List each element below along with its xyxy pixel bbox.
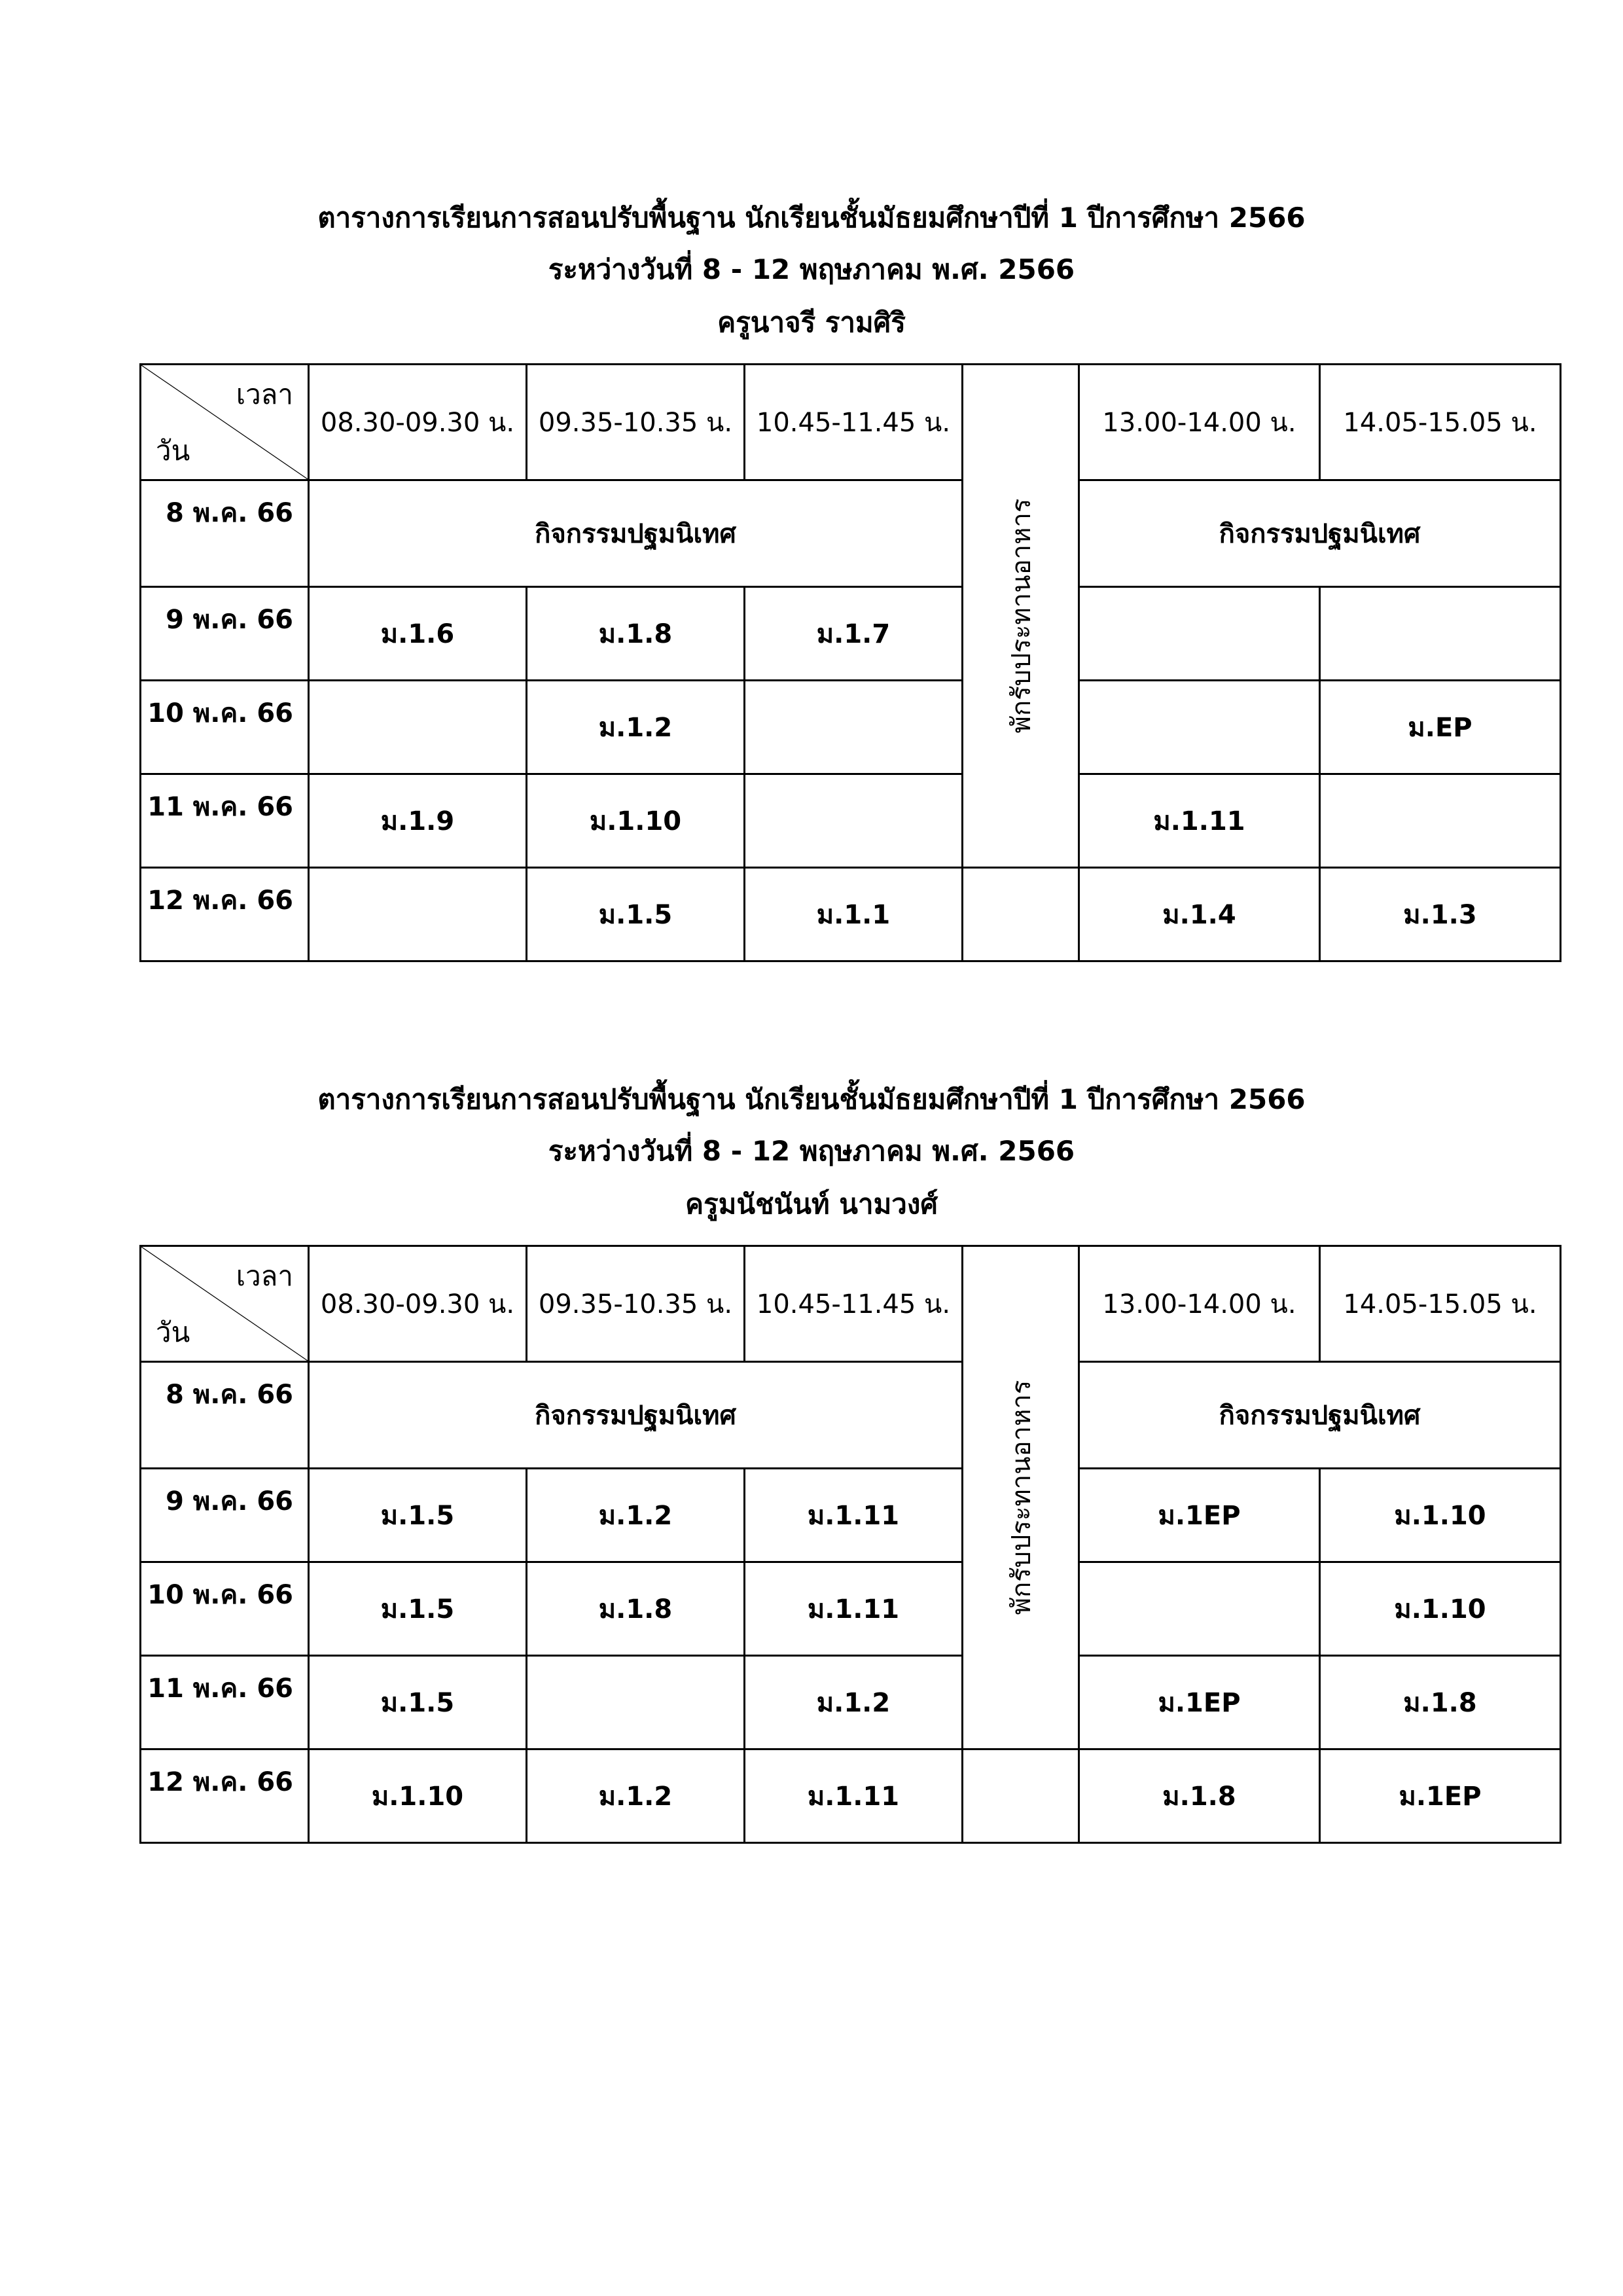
class-cell xyxy=(745,681,963,774)
class-cell: ม.1.8 xyxy=(1320,1656,1561,1749)
schedule-date-range: ระหว่างวันที่ 8 - 12 พฤษภาคม พ.ศ. 2566 xyxy=(548,1135,1075,1167)
day-axis-label: วัน xyxy=(156,435,190,467)
table-row xyxy=(141,774,1561,868)
empty-lunch-cell xyxy=(963,1749,1079,1843)
class-cell xyxy=(1079,1562,1320,1656)
day-cell: 12 พ.ค. 66 xyxy=(141,1749,309,1843)
class-cell: ม.1.2 xyxy=(745,1656,963,1749)
day-cell: 11 พ.ค. 66 xyxy=(141,774,309,868)
teacher-name: ครูมนัชนันท์ นามวงศ์ xyxy=(685,1188,938,1220)
class-cell xyxy=(1079,587,1320,681)
lunch-break-cell xyxy=(963,365,1079,868)
time-slot-header: 14.05-15.05 น. xyxy=(1320,1246,1561,1362)
class-cell xyxy=(309,681,527,774)
class-cell: ม.1.5 xyxy=(309,1656,527,1749)
class-cell xyxy=(1079,681,1320,774)
class-cell: ม.1EP xyxy=(1320,1749,1561,1843)
orientation-afternoon-cell: กิจกรรมปฐมนิเทศ xyxy=(1079,1362,1561,1469)
class-cell xyxy=(1320,587,1561,681)
class-cell: ม.1EP xyxy=(1079,1469,1320,1562)
orientation-morning-cell: กิจกรรมปฐมนิเทศ xyxy=(309,1362,963,1469)
schedule-table xyxy=(139,1245,1561,1844)
table-row xyxy=(141,1656,1561,1749)
class-cell: ม.EP xyxy=(1320,681,1561,774)
empty-lunch-cell xyxy=(963,868,1079,961)
day-axis-label: วัน xyxy=(156,1316,190,1348)
class-cell: ม.1.2 xyxy=(527,681,745,774)
class-cell: ม.1.4 xyxy=(1079,868,1320,961)
class-cell: ม.1.8 xyxy=(527,587,745,681)
class-cell: ม.1.10 xyxy=(1320,1469,1561,1562)
teacher-name: ครูนาจรี รามศิริ xyxy=(717,306,906,338)
class-cell xyxy=(745,774,963,868)
time-slot-header: 09.35-10.35 น. xyxy=(527,1246,745,1362)
class-cell: ม.1.11 xyxy=(745,1562,963,1656)
schedule-title: ตารางการเรียนการสอนปรับพื้นฐาน นักเรียนชั้นมัธยมศึกษาปีที่ 1 ปีการศึกษา 2566 xyxy=(317,1083,1306,1115)
class-cell: ม.1.11 xyxy=(745,1469,963,1562)
schedule-title: ตารางการเรียนการสอนปรับพื้นฐาน นักเรียนชั้นมัธยมศึกษาปีที่ 1 ปีการศึกษา 2566 xyxy=(317,202,1306,234)
class-cell: ม.1.6 xyxy=(309,587,527,681)
class-cell: ม.1.7 xyxy=(745,587,963,681)
schedule-table xyxy=(139,363,1561,962)
class-cell xyxy=(527,1656,745,1749)
class-cell: ม.1.5 xyxy=(309,1562,527,1656)
class-cell: ม.1.8 xyxy=(527,1562,745,1656)
day-cell: 9 พ.ค. 66 xyxy=(141,1469,309,1562)
class-cell: ม.1.5 xyxy=(309,1469,527,1562)
time-slot-header: 10.45-11.45 น. xyxy=(745,1246,963,1362)
time-slot-header: 08.30-09.30 น. xyxy=(309,1246,527,1362)
day-cell: 8 พ.ค. 66 xyxy=(141,480,309,587)
table-row xyxy=(141,868,1561,961)
table-row xyxy=(141,1749,1561,1843)
time-slot-header: 13.00-14.00 น. xyxy=(1079,365,1320,480)
day-cell: 8 พ.ค. 66 xyxy=(141,1362,309,1469)
day-cell: 10 พ.ค. 66 xyxy=(141,1562,309,1656)
class-cell: ม.1.11 xyxy=(745,1749,963,1843)
class-cell: ม.1EP xyxy=(1079,1656,1320,1749)
time-axis-label: เวลา xyxy=(236,1260,293,1292)
header-row xyxy=(141,365,1561,480)
time-slot-header: 08.30-09.30 น. xyxy=(309,365,527,480)
class-cell xyxy=(309,868,527,961)
time-slot-header: 14.05-15.05 น. xyxy=(1320,365,1561,480)
day-cell: 11 พ.ค. 66 xyxy=(141,1656,309,1749)
day-cell: 12 พ.ค. 66 xyxy=(141,868,309,961)
lunch-break-label: พักรับประทานอาหาร xyxy=(1006,498,1037,734)
class-cell: ม.1.2 xyxy=(527,1469,745,1562)
table-row xyxy=(141,587,1561,681)
table-row xyxy=(141,480,1561,587)
class-cell: ม.1.3 xyxy=(1320,868,1561,961)
time-axis-label: เวลา xyxy=(236,378,293,410)
time-slot-header: 13.00-14.00 น. xyxy=(1079,1246,1320,1362)
class-cell: ม.1.2 xyxy=(527,1749,745,1843)
corner-header-cell xyxy=(141,1246,309,1362)
class-cell: ม.1.8 xyxy=(1079,1749,1320,1843)
lunch-break-cell xyxy=(963,1246,1079,1749)
class-cell: ม.1.10 xyxy=(1320,1562,1561,1656)
class-cell: ม.1.10 xyxy=(527,774,745,868)
schedule-date-range: ระหว่างวันที่ 8 - 12 พฤษภาคม พ.ศ. 2566 xyxy=(548,253,1075,285)
class-cell: ม.1.1 xyxy=(745,868,963,961)
table-row xyxy=(141,681,1561,774)
time-slot-header: 10.45-11.45 น. xyxy=(745,365,963,480)
class-cell: ม.1.5 xyxy=(527,868,745,961)
class-cell xyxy=(1320,774,1561,868)
class-cell: ม.1.9 xyxy=(309,774,527,868)
table-row xyxy=(141,1469,1561,1562)
orientation-morning-cell: กิจกรรมปฐมนิเทศ xyxy=(309,480,963,587)
day-cell: 9 พ.ค. 66 xyxy=(141,587,309,681)
orientation-afternoon-cell: กิจกรรมปฐมนิเทศ xyxy=(1079,480,1561,587)
header-row xyxy=(141,1246,1561,1362)
day-cell: 10 พ.ค. 66 xyxy=(141,681,309,774)
lunch-break-label: พักรับประทานอาหาร xyxy=(1006,1380,1037,1615)
time-slot-header: 09.35-10.35 น. xyxy=(527,365,745,480)
corner-header-cell xyxy=(141,365,309,480)
table-row xyxy=(141,1562,1561,1656)
class-cell: ม.1.10 xyxy=(309,1749,527,1843)
class-cell: ม.1.11 xyxy=(1079,774,1320,868)
table-row xyxy=(141,1362,1561,1469)
